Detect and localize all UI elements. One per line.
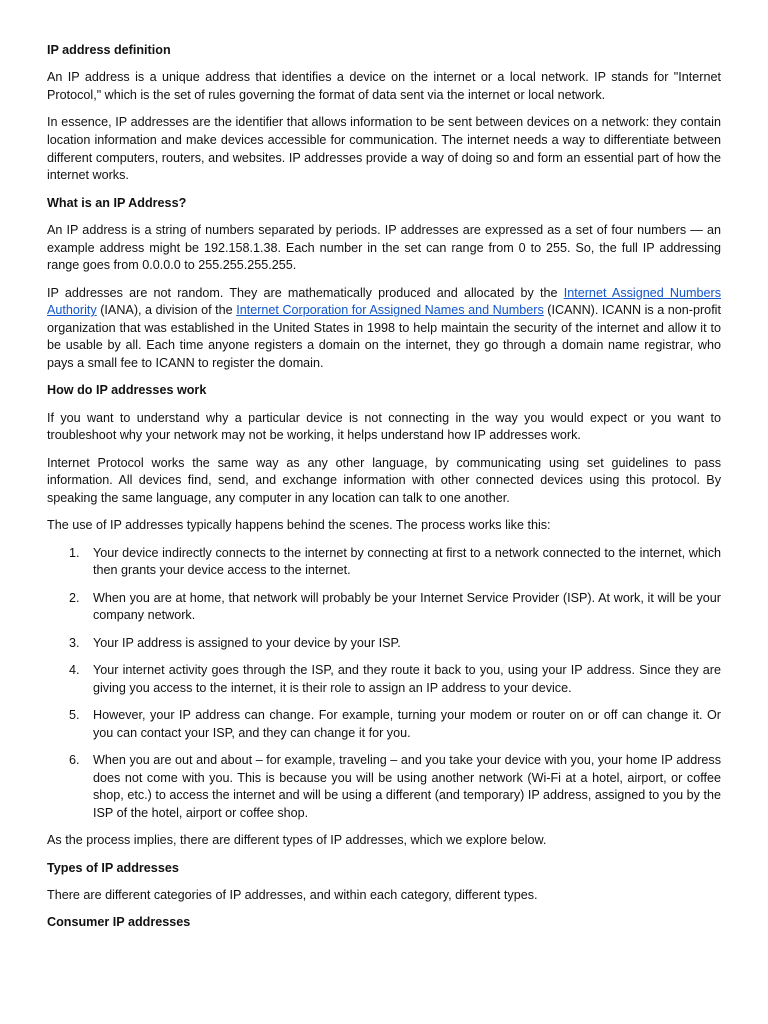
list-item-text: Your IP address is assigned to your device by your ISP. bbox=[93, 635, 401, 650]
list-item bbox=[47, 662, 721, 697]
heading-consumer-ip: Consumer IP addresses bbox=[47, 915, 191, 930]
list-item-text: Your device indirectly connects to the internet by connecting at first to a network connected to the internet, which then grants your device access to the internet. bbox=[93, 545, 721, 578]
heading-how-ip-works: How do IP addresses work bbox=[47, 383, 207, 398]
iana-link[interactable]: Internet Assigned Numbers Authority bbox=[47, 285, 722, 318]
list-item-text: However, your IP address can change. For example, turning your modem or router on or off can change it. Or you can contact your ISP, and they can change it for you. bbox=[93, 707, 721, 740]
paragraph-categories: There are different categories of IP addresses, and within each category, different types. bbox=[47, 887, 538, 902]
list-item-number: 1. bbox=[69, 545, 80, 560]
paragraph-understand: If you want to understand why a particular device is not connecting in the way you would expect or you want to troubleshoot why your network may not be working, it helps understand how IP addresses work. bbox=[47, 410, 721, 443]
paragraph-not-random-text-2: (IANA), a division of the bbox=[96, 303, 237, 318]
paragraph-types-intro: As the process implies, there are different types of IP addresses, which we explore below. bbox=[47, 833, 547, 848]
heading-types: Types of IP addresses bbox=[47, 860, 179, 875]
list-item-text: Your internet activity goes through the ISP, and they route it back to you, using your IP address. Since they are giving you access to the internet, it is their role to assign an IP address to your device. bbox=[93, 662, 721, 695]
list-item bbox=[47, 707, 721, 742]
icann-link[interactable]: Internet Corporation for Assigned Names and Numbers bbox=[236, 303, 544, 318]
paragraph-what-is: An IP address is a string of numbers separated by periods. IP addresses are expressed as a set of four numbers — an example address might be 192.158.1.38. Each number in the set can range from 0 to 255. So, the full IP addressing range goes from 0.0.0.0 to 255.255.255.255. bbox=[47, 222, 721, 273]
paragraph-not-random-text-1: IP addresses are not random. They are mathematically produced and allocated by the bbox=[47, 285, 564, 300]
list-item-number: 2. bbox=[69, 590, 80, 605]
process-steps-list bbox=[47, 545, 721, 823]
heading-ip-address-definition: IP address definition bbox=[47, 43, 171, 57]
list-item-text: When you are out and about – for example, traveling – and you take your device with you, your home IP address does not come with you. This is because you will be using another network (Wi-Fi at a hotel, airport, or coffee shop, etc.) to access the internet and will be using a different (and temporary) IP address, assigned to you by the ISP of the hotel, airport or coffee shop. bbox=[93, 752, 721, 820]
list-item-text: When you are at home, that network will probably be your Internet Service Provider (ISP). At work, it will be your company network. bbox=[93, 590, 721, 623]
list-item bbox=[47, 545, 721, 580]
list-item-number: 3. bbox=[69, 635, 80, 650]
paragraph-protocol: Internet Protocol works the same way as any other language, by communicating using set guidelines to pass information. All devices find, send, and exchange information with other connected devices using this protocol. By speaking the same language, any computer in any location can talk to one another. bbox=[47, 455, 721, 505]
list-item bbox=[47, 635, 721, 653]
paragraph-not-random bbox=[47, 285, 721, 373]
heading-what-is-ip: What is an IP Address? bbox=[47, 195, 187, 210]
paragraph-essence: In essence, IP addresses are the identifier that allows information to be sent between devices on a network: they contain location information and make devices accessible for communication. The internet needs a way to differentiate between different computers, routers, and websites. IP addresses provide a way of doing so and form an essential part of how the internet works. bbox=[47, 115, 721, 183]
list-item-number: 4. bbox=[69, 662, 80, 677]
paragraph-definition: An IP address is a unique address that identifies a device on the internet or a local network. IP stands for "Internet Protocol," which is the set of rules governing the format of data sent via the internet or local network. bbox=[47, 70, 721, 102]
paragraph-process: The use of IP addresses typically happens behind the scenes. The process works like this: bbox=[47, 518, 551, 533]
list-item bbox=[47, 752, 721, 822]
paragraph-not-random-text-3: (ICANN). ICANN is a non-profit organization that was established in the United States in 1998 to help maintain the security of the internet and allow it to be usable by all. Each time anyone registers a domain on the internet, they go through a domain name registrar, who pays a small fee to ICANN to register the domain. bbox=[47, 303, 721, 370]
list-item-number: 5. bbox=[69, 707, 80, 722]
list-item-number: 6. bbox=[69, 752, 80, 767]
document-body bbox=[47, 42, 721, 932]
list-item bbox=[47, 590, 721, 625]
